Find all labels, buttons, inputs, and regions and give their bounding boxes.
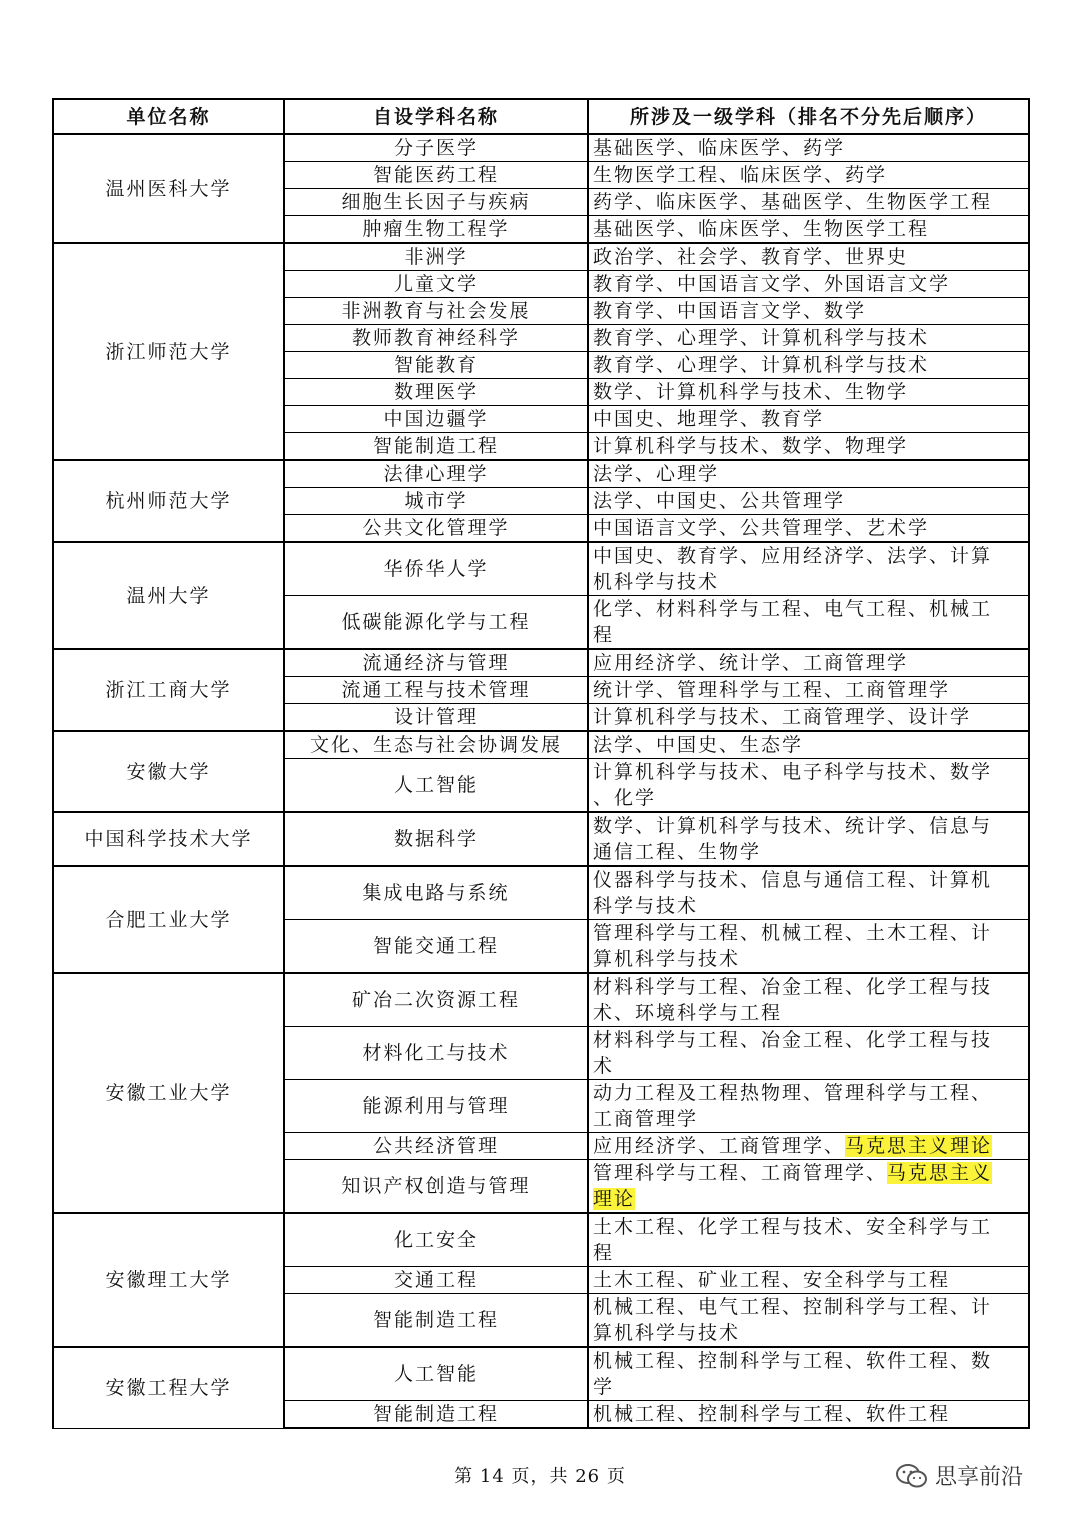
highlighted-discipline: 马克思主义理论 xyxy=(845,1135,993,1157)
discipline-text: 、化学 xyxy=(593,787,657,809)
discipline-line xyxy=(593,1106,1028,1132)
subject-name: 非洲教育与社会发展 xyxy=(284,298,588,325)
unit-name: 杭州师范大学 xyxy=(53,460,284,542)
discipline-line xyxy=(593,1053,1028,1079)
disciplines-cell xyxy=(588,325,1029,352)
highlighted-discipline: 马克思主义 xyxy=(887,1162,993,1184)
header-unit: 单位名称 xyxy=(53,99,284,134)
subject-name: 智能交通工程 xyxy=(284,920,588,974)
discipline-text: 机科学与技术 xyxy=(593,571,720,593)
discipline-line xyxy=(593,596,1028,622)
discipline-line xyxy=(593,893,1028,919)
subject-name: 交通工程 xyxy=(284,1267,588,1294)
subject-name: 公共文化管理学 xyxy=(284,515,588,543)
discipline-line xyxy=(593,433,1028,459)
discipline-line xyxy=(593,379,1028,405)
highlighted-discipline: 理论 xyxy=(593,1188,636,1210)
discipline-line xyxy=(593,461,1028,487)
discipline-text: 计算机科学与技术、工商管理学、设计学 xyxy=(593,706,972,728)
subject-name: 矿冶二次资源工程 xyxy=(284,973,588,1027)
disciplines-cell xyxy=(588,162,1029,189)
disciplines-cell xyxy=(588,433,1029,461)
discipline-text: 材料科学与工程、冶金工程、化学工程与技 xyxy=(593,976,993,998)
table-row xyxy=(53,812,1029,866)
subject-name: 教师教育神经科学 xyxy=(284,325,588,352)
subject-name: 华侨华人学 xyxy=(284,542,588,596)
discipline-line xyxy=(593,785,1028,811)
discipline-line xyxy=(593,1401,1028,1427)
table-row xyxy=(53,649,1029,677)
discipline-line xyxy=(593,1214,1028,1240)
discipline-text: 化学、材料科学与工程、电气工程、机械工 xyxy=(593,598,993,620)
header-disciplines: 所涉及一级学科（排名不分先后顺序） xyxy=(588,99,1029,134)
disciplines-cell xyxy=(588,1347,1029,1401)
discipline-line xyxy=(593,622,1028,648)
discipline-line xyxy=(593,813,1028,839)
disciplines-cell xyxy=(588,812,1029,866)
discipline-line xyxy=(593,677,1028,703)
discipline-text: 计算机科学与技术、数学、物理学 xyxy=(593,435,909,457)
discipline-text: 管理科学与工程、机械工程、土木工程、计 xyxy=(593,922,993,944)
disciplines-cell xyxy=(588,1294,1029,1348)
discipline-text: 数学、计算机科学与技术、生物学 xyxy=(593,381,909,403)
discipline-text: 程 xyxy=(593,624,615,646)
discipline-line xyxy=(593,974,1028,1000)
discipline-line xyxy=(593,1320,1028,1346)
unit-name: 浙江师范大学 xyxy=(53,243,284,460)
table-row xyxy=(53,973,1029,1027)
unit-name: 中国科学技术大学 xyxy=(53,812,284,866)
discipline-table xyxy=(52,98,1030,1429)
disciplines-cell xyxy=(588,1401,1029,1429)
discipline-text: 法学、心理学 xyxy=(593,463,720,485)
discipline-text: 政治学、社会学、教育学、世界史 xyxy=(593,246,909,268)
disciplines-cell xyxy=(588,1267,1029,1294)
discipline-text: 通信工程、生物学 xyxy=(593,841,762,863)
discipline-text: 算机科学与技术 xyxy=(593,948,741,970)
discipline-text: 动力工程及工程热物理、管理科学与工程、 xyxy=(593,1082,993,1104)
unit-name: 安徽工业大学 xyxy=(53,973,284,1213)
discipline-text: 学 xyxy=(593,1376,615,1398)
discipline-line xyxy=(593,867,1028,893)
subject-name: 数据科学 xyxy=(284,812,588,866)
disciplines-cell xyxy=(588,1080,1029,1133)
disciplines-cell xyxy=(588,298,1029,325)
subject-name: 肿瘤生物工程学 xyxy=(284,216,588,244)
discipline-text: 仪器科学与技术、信息与通信工程、计算机 xyxy=(593,869,993,891)
subject-name: 智能医药工程 xyxy=(284,162,588,189)
discipline-line xyxy=(593,488,1028,514)
table-row xyxy=(53,866,1029,920)
disciplines-cell xyxy=(588,379,1029,406)
disciplines-cell xyxy=(588,1027,1029,1080)
discipline-text: 机械工程、控制科学与工程、软件工程、数 xyxy=(593,1350,993,1372)
subject-name: 智能制造工程 xyxy=(284,1294,588,1348)
unit-name: 安徽理工大学 xyxy=(53,1213,284,1347)
header-subject: 自设学科名称 xyxy=(284,99,588,134)
discipline-line xyxy=(593,650,1028,676)
discipline-line xyxy=(593,543,1028,569)
disciplines-cell xyxy=(588,596,1029,650)
discipline-line xyxy=(593,1080,1028,1106)
watermark-text: 思享前沿 xyxy=(935,1465,1024,1490)
disciplines-cell xyxy=(588,542,1029,596)
subject-name: 细胞生长因子与疾病 xyxy=(284,189,588,216)
discipline-line xyxy=(593,515,1028,541)
subject-name: 设计管理 xyxy=(284,704,588,732)
subject-name: 文化、生态与社会协调发展 xyxy=(284,731,588,759)
table-row xyxy=(53,542,1029,596)
discipline-line xyxy=(593,1348,1028,1374)
unit-name: 合肥工业大学 xyxy=(53,866,284,973)
discipline-text: 科学与技术 xyxy=(593,895,699,917)
subject-name: 集成电路与系统 xyxy=(284,866,588,920)
subject-name: 智能制造工程 xyxy=(284,433,588,461)
discipline-text: 数学、计算机科学与技术、统计学、信息与 xyxy=(593,815,993,837)
subject-name: 法律心理学 xyxy=(284,460,588,488)
discipline-line xyxy=(593,1267,1028,1293)
disciplines-cell xyxy=(588,759,1029,813)
discipline-text: 中国语言文学、公共管理学、艺术学 xyxy=(593,517,930,539)
disciplines-cell xyxy=(588,731,1029,759)
discipline-line xyxy=(593,732,1028,758)
discipline-text: 教育学、心理学、计算机科学与技术 xyxy=(593,327,930,349)
disciplines-cell xyxy=(588,488,1029,515)
discipline-line xyxy=(593,189,1028,215)
discipline-text: 中国史、地理学、教育学 xyxy=(593,408,825,430)
disciplines-cell xyxy=(588,920,1029,974)
discipline-line xyxy=(593,946,1028,972)
discipline-line xyxy=(593,271,1028,297)
subject-name: 中国边疆学 xyxy=(284,406,588,433)
disciplines-cell xyxy=(588,271,1029,298)
subject-name: 儿童文学 xyxy=(284,271,588,298)
wechat-icon xyxy=(895,1462,929,1490)
unit-name: 温州大学 xyxy=(53,542,284,649)
discipline-text: 材料科学与工程、冶金工程、化学工程与技 xyxy=(593,1029,993,1051)
discipline-text: 生物医学工程、临床医学、药学 xyxy=(593,164,888,186)
disciplines-cell xyxy=(588,1213,1029,1267)
discipline-text: 算机科学与技术 xyxy=(593,1322,741,1344)
disciplines-cell xyxy=(588,1160,1029,1214)
watermark xyxy=(895,1460,1023,1491)
disciplines-cell xyxy=(588,649,1029,677)
table-row xyxy=(53,731,1029,759)
subject-name: 分子医学 xyxy=(284,134,588,162)
discipline-text: 基础医学、临床医学、生物医学工程 xyxy=(593,218,930,240)
discipline-text: 法学、中国史、公共管理学 xyxy=(593,490,846,512)
subject-name: 低碳能源化学与工程 xyxy=(284,596,588,650)
discipline-line xyxy=(593,298,1028,324)
discipline-text: 应用经济学、工商管理学、 xyxy=(593,1135,846,1157)
disciplines-cell xyxy=(588,134,1029,162)
table-row xyxy=(53,134,1029,162)
discipline-line xyxy=(593,406,1028,432)
discipline-line xyxy=(593,135,1028,161)
disciplines-cell xyxy=(588,406,1029,433)
disciplines-cell xyxy=(588,352,1029,379)
discipline-text: 中国史、教育学、应用经济学、法学、计算 xyxy=(593,545,993,567)
discipline-line xyxy=(593,162,1028,188)
subject-name: 人工智能 xyxy=(284,1347,588,1401)
subject-name: 化工安全 xyxy=(284,1213,588,1267)
discipline-text: 应用经济学、统计学、工商管理学 xyxy=(593,652,909,674)
discipline-text: 统计学、管理科学与工程、工商管理学 xyxy=(593,679,951,701)
subject-name: 能源利用与管理 xyxy=(284,1080,588,1133)
discipline-text: 教育学、中国语言文学、外国语言文学 xyxy=(593,273,951,295)
table-row xyxy=(53,460,1029,488)
discipline-line xyxy=(593,704,1028,730)
discipline-text: 机械工程、电气工程、控制科学与工程、计 xyxy=(593,1296,993,1318)
table-row xyxy=(53,1347,1029,1401)
disciplines-cell xyxy=(588,677,1029,704)
disciplines-cell xyxy=(588,866,1029,920)
discipline-text: 教育学、中国语言文学、数学 xyxy=(593,300,867,322)
discipline-text: 土木工程、化学工程与技术、安全科学与工 xyxy=(593,1216,993,1238)
subject-name: 流通工程与技术管理 xyxy=(284,677,588,704)
discipline-line xyxy=(593,1133,1028,1159)
discipline-line xyxy=(593,839,1028,865)
table-row xyxy=(53,243,1029,271)
discipline-text: 土木工程、矿业工程、安全科学与工程 xyxy=(593,1269,951,1291)
disciplines-cell xyxy=(588,216,1029,244)
unit-name: 温州医科大学 xyxy=(53,134,284,243)
subject-name: 知识产权创造与管理 xyxy=(284,1160,588,1214)
discipline-line xyxy=(593,1160,1028,1186)
discipline-text: 计算机科学与技术、电子科学与技术、数学 xyxy=(593,761,993,783)
subject-name: 人工智能 xyxy=(284,759,588,813)
discipline-line xyxy=(593,325,1028,351)
discipline-line xyxy=(593,1027,1028,1053)
unit-name: 安徽大学 xyxy=(53,731,284,812)
disciplines-cell xyxy=(588,189,1029,216)
discipline-line xyxy=(593,1240,1028,1266)
discipline-line xyxy=(593,1186,1028,1212)
subject-name: 智能制造工程 xyxy=(284,1401,588,1429)
discipline-line xyxy=(593,1294,1028,1320)
discipline-text: 药学、临床医学、基础医学、生物医学工程 xyxy=(593,191,993,213)
discipline-text: 教育学、心理学、计算机科学与技术 xyxy=(593,354,930,376)
disciplines-cell xyxy=(588,1133,1029,1160)
discipline-line xyxy=(593,569,1028,595)
discipline-line xyxy=(593,1374,1028,1400)
disciplines-cell xyxy=(588,460,1029,488)
discipline-text: 管理科学与工程、工商管理学、 xyxy=(593,1162,888,1184)
disciplines-cell xyxy=(588,243,1029,271)
subject-name: 非洲学 xyxy=(284,243,588,271)
discipline-line xyxy=(593,352,1028,378)
subject-name: 流通经济与管理 xyxy=(284,649,588,677)
table-header-row xyxy=(53,99,1029,134)
subject-name: 公共经济管理 xyxy=(284,1133,588,1160)
subject-name: 城市学 xyxy=(284,488,588,515)
unit-name: 浙江工商大学 xyxy=(53,649,284,731)
discipline-line xyxy=(593,1000,1028,1026)
discipline-text: 程 xyxy=(593,1242,615,1264)
subject-name: 数理医学 xyxy=(284,379,588,406)
discipline-text: 术、环境科学与工程 xyxy=(593,1002,783,1024)
disciplines-cell xyxy=(588,973,1029,1027)
discipline-line xyxy=(593,920,1028,946)
disciplines-cell xyxy=(588,515,1029,543)
subject-name: 材料化工与技术 xyxy=(284,1027,588,1080)
discipline-text: 术 xyxy=(593,1055,615,1077)
subject-name: 智能教育 xyxy=(284,352,588,379)
table-row xyxy=(53,1213,1029,1267)
discipline-text: 基础医学、临床医学、药学 xyxy=(593,137,846,159)
unit-name: 安徽工程大学 xyxy=(53,1347,284,1428)
discipline-text: 法学、中国史、生态学 xyxy=(593,734,804,756)
discipline-line xyxy=(593,244,1028,270)
discipline-line xyxy=(593,759,1028,785)
discipline-text: 机械工程、控制科学与工程、软件工程 xyxy=(593,1403,951,1425)
page-number: 第 14 页，共 26 页 xyxy=(454,1466,626,1487)
disciplines-cell xyxy=(588,704,1029,732)
discipline-text: 工商管理学 xyxy=(593,1108,699,1130)
discipline-line xyxy=(593,216,1028,242)
